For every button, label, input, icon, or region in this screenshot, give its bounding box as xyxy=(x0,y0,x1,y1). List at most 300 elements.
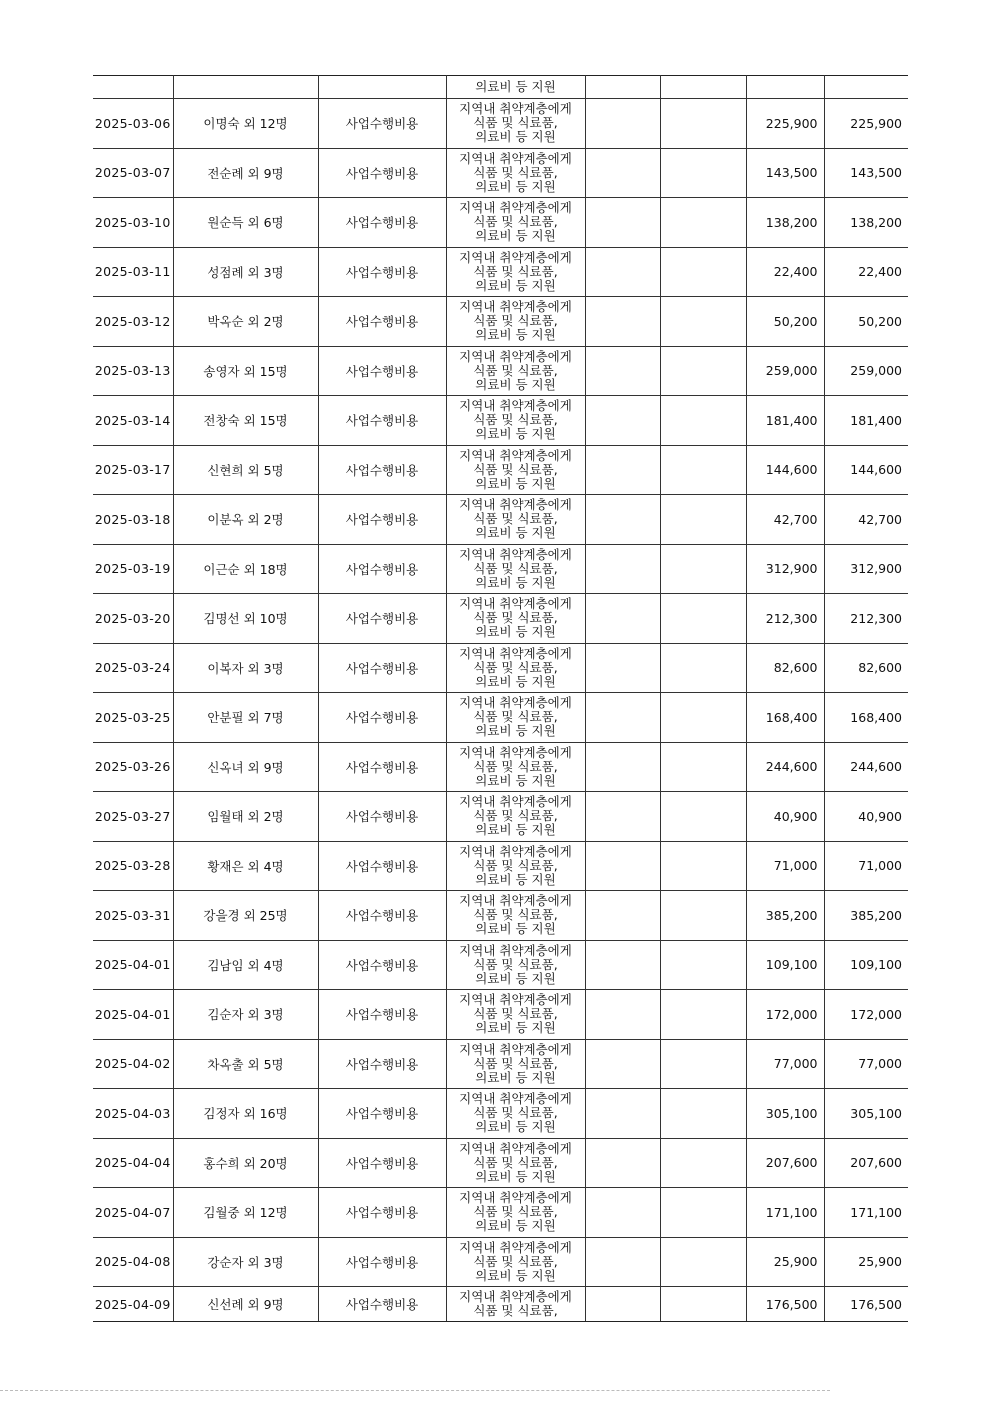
cell-amount: 77,000 xyxy=(746,1039,824,1089)
description-line: 의료비 등 지원 xyxy=(475,1267,556,1283)
cell-name: 송영자 외 15명 xyxy=(173,346,318,396)
cell-empty xyxy=(585,841,660,891)
description-line: 지역내 취약계층에게 xyxy=(459,101,572,117)
cell-name: 이분옥 외 2명 xyxy=(173,495,318,545)
cell-empty xyxy=(585,445,660,495)
cell-category: 사업수행비용 xyxy=(318,742,446,792)
cell-name: 원순득 외 6명 xyxy=(173,198,318,248)
cell-empty xyxy=(660,1138,746,1188)
cell-amount: 259,000 xyxy=(746,346,824,396)
cell-category: 사업수행비용 xyxy=(318,891,446,941)
description-line: 식품 및 식료품, xyxy=(473,461,558,477)
cell-amount-total: 176,500 xyxy=(824,1287,908,1322)
table-row xyxy=(93,643,908,693)
cell-amount xyxy=(746,76,824,99)
cell-category: 사업수행비용 xyxy=(318,99,446,149)
cell-name: 김순자 외 3명 xyxy=(173,990,318,1040)
table-row xyxy=(93,247,908,297)
table-row xyxy=(93,742,908,792)
cell-date: 2025-03-11 xyxy=(93,247,173,297)
cell-description xyxy=(446,297,585,347)
description-line: 의료비 등 지원 xyxy=(475,772,556,788)
cell-empty xyxy=(585,1039,660,1089)
cell-amount: 22,400 xyxy=(746,247,824,297)
cell-name: 황재은 외 4명 xyxy=(173,841,318,891)
cell-name: 강순자 외 3명 xyxy=(173,1237,318,1287)
cell-amount-total: 172,000 xyxy=(824,990,908,1040)
cell-name: 박옥순 외 2명 xyxy=(173,297,318,347)
cell-date: 2025-04-09 xyxy=(93,1287,173,1322)
cell-empty xyxy=(660,594,746,644)
description-line: 식품 및 식료품, xyxy=(473,808,558,824)
cell-date: 2025-03-07 xyxy=(93,148,173,198)
description-line: 식품 및 식료품, xyxy=(473,1006,558,1022)
cell-empty xyxy=(660,495,746,545)
cell-name: 성점례 외 3명 xyxy=(173,247,318,297)
description-line: 의료비 등 지원 xyxy=(475,921,556,937)
description-line: 지역내 취약계층에게 xyxy=(459,1289,572,1304)
cell-amount-total: 25,900 xyxy=(824,1237,908,1287)
table-row xyxy=(93,940,908,990)
description-line: 식품 및 식료품, xyxy=(473,560,558,576)
cell-empty xyxy=(660,396,746,446)
cell-date: 2025-04-01 xyxy=(93,940,173,990)
cell-category: 사업수행비용 xyxy=(318,792,446,842)
cell-name: 강을경 외 25명 xyxy=(173,891,318,941)
description-line: 지역내 취약계층에게 xyxy=(459,942,572,958)
cell-category: 사업수행비용 xyxy=(318,594,446,644)
cell-amount: 385,200 xyxy=(746,891,824,941)
table-row xyxy=(93,198,908,248)
cell-description xyxy=(446,1188,585,1238)
cell-date: 2025-03-14 xyxy=(93,396,173,446)
cell-category: 사업수행비용 xyxy=(318,495,446,545)
cell-category: 사업수행비용 xyxy=(318,544,446,594)
cell-amount: 207,600 xyxy=(746,1138,824,1188)
description-line: 지역내 취약계층에게 xyxy=(459,1091,572,1107)
cell-empty xyxy=(660,148,746,198)
cell-empty xyxy=(660,1089,746,1139)
description-line: 지역내 취약계층에게 xyxy=(459,1190,572,1206)
cell-date: 2025-04-08 xyxy=(93,1237,173,1287)
description-line: 지역내 취약계층에게 xyxy=(459,744,572,760)
description-line: 식품 및 식료품, xyxy=(473,1204,558,1220)
cell-description xyxy=(446,396,585,446)
description-line: 지역내 취약계층에게 xyxy=(459,645,572,661)
cell-empty xyxy=(660,99,746,149)
cell-category: 사업수행비용 xyxy=(318,841,446,891)
cell-empty xyxy=(660,643,746,693)
cell-amount-total: 138,200 xyxy=(824,198,908,248)
cell-description xyxy=(446,247,585,297)
cell-description xyxy=(446,1287,585,1322)
cell-empty xyxy=(585,742,660,792)
description-line: 지역내 취약계층에게 xyxy=(459,249,572,265)
description-line: 식품 및 식료품, xyxy=(473,214,558,230)
table-row xyxy=(93,792,908,842)
scan-artifact-line xyxy=(0,1390,830,1391)
cell-description xyxy=(446,594,585,644)
cell-date: 2025-03-26 xyxy=(93,742,173,792)
cell-category: 사업수행비용 xyxy=(318,1089,446,1139)
table-row xyxy=(93,1089,908,1139)
cell-amount-total: 171,100 xyxy=(824,1188,908,1238)
cell-description xyxy=(446,1039,585,1089)
table-row xyxy=(93,495,908,545)
description-line: 식품 및 식료품, xyxy=(473,857,558,873)
description-line: 의료비 등 지원 xyxy=(475,327,556,343)
description-line: 의료비 등 지원 xyxy=(475,1218,556,1234)
cell-category: 사업수행비용 xyxy=(318,396,446,446)
cell-empty xyxy=(660,1039,746,1089)
cell-amount: 109,100 xyxy=(746,940,824,990)
description-line: 식품 및 식료품, xyxy=(473,907,558,923)
cell-date: 2025-03-06 xyxy=(93,99,173,149)
cell-name: 김월중 외 12명 xyxy=(173,1188,318,1238)
description-line: 의료비 등 지원 xyxy=(475,574,556,590)
cell-empty xyxy=(585,148,660,198)
description-line: 식품 및 식료품, xyxy=(473,1253,558,1269)
cell-category: 사업수행비용 xyxy=(318,1188,446,1238)
table-row xyxy=(93,544,908,594)
cell-amount-total: 40,900 xyxy=(824,792,908,842)
description-line: 식품 및 식료품, xyxy=(473,313,558,329)
cell-date: 2025-03-20 xyxy=(93,594,173,644)
cell-amount: 176,500 xyxy=(746,1287,824,1322)
cell-name: 신현희 외 5명 xyxy=(173,445,318,495)
cell-description xyxy=(446,198,585,248)
cell-amount: 305,100 xyxy=(746,1089,824,1139)
cell-empty xyxy=(585,693,660,743)
cell-amount-total: 71,000 xyxy=(824,841,908,891)
cell-empty xyxy=(660,693,746,743)
description-line: 지역내 취약계층에게 xyxy=(459,348,572,364)
cell-empty xyxy=(585,76,660,99)
cell-date: 2025-03-31 xyxy=(93,891,173,941)
cell-category: 사업수행비용 xyxy=(318,1287,446,1322)
description-line: 지역내 취약계층에게 xyxy=(459,497,572,513)
cell-name: 이복자 외 3명 xyxy=(173,643,318,693)
cell-name: 임월태 외 2명 xyxy=(173,792,318,842)
cell-empty xyxy=(585,1188,660,1238)
description-line: 의료비 등 지원 xyxy=(475,178,556,194)
table-row xyxy=(93,1287,908,1322)
cell-amount-total: 225,900 xyxy=(824,99,908,149)
cell-date: 2025-03-24 xyxy=(93,643,173,693)
description-line: 의료비 등 지원 xyxy=(475,1168,556,1184)
cell-date: 2025-04-02 xyxy=(93,1039,173,1089)
cell-description: 의료비 등 지원 xyxy=(446,76,585,99)
description-line: 식품 및 식료품, xyxy=(473,956,558,972)
cell-amount-total: 144,600 xyxy=(824,445,908,495)
cell-name: 전창숙 외 15명 xyxy=(173,396,318,446)
cell-empty xyxy=(585,1089,660,1139)
table-row xyxy=(93,693,908,743)
cell-category: 사업수행비용 xyxy=(318,346,446,396)
cell-amount: 71,000 xyxy=(746,841,824,891)
table-row xyxy=(93,148,908,198)
table-row xyxy=(93,297,908,347)
description-line: 의료비 등 지원 xyxy=(475,277,556,293)
description-line: 지역내 취약계층에게 xyxy=(459,200,572,216)
cell-name: 전순례 외 9명 xyxy=(173,148,318,198)
cell-name: 신옥녀 외 9명 xyxy=(173,742,318,792)
cell-name: 이명숙 외 12명 xyxy=(173,99,318,149)
description-line: 지역내 취약계층에게 xyxy=(459,1041,572,1057)
table-row xyxy=(93,841,908,891)
cell-empty xyxy=(660,544,746,594)
cell-empty xyxy=(660,792,746,842)
cell-description xyxy=(446,1089,585,1139)
table-row xyxy=(93,1138,908,1188)
cell-date: 2025-04-04 xyxy=(93,1138,173,1188)
cell-amount: 143,500 xyxy=(746,148,824,198)
cell-name: 홍수희 외 20명 xyxy=(173,1138,318,1188)
cell-empty xyxy=(585,1287,660,1322)
cell-amount: 40,900 xyxy=(746,792,824,842)
cell-date: 2025-04-01 xyxy=(93,990,173,1040)
cell-name: 안분필 외 7명 xyxy=(173,693,318,743)
cell-empty xyxy=(660,742,746,792)
cell-description xyxy=(446,445,585,495)
table-row xyxy=(93,445,908,495)
cell-amount-total: 259,000 xyxy=(824,346,908,396)
cell-amount: 225,900 xyxy=(746,99,824,149)
table-row xyxy=(93,346,908,396)
description-line: 의료비 등 지원 xyxy=(475,871,556,887)
cell-empty xyxy=(660,76,746,99)
cell-name xyxy=(173,76,318,99)
cell-amount: 172,000 xyxy=(746,990,824,1040)
cell-category: 사업수행비용 xyxy=(318,148,446,198)
cell-name: 이근순 외 18명 xyxy=(173,544,318,594)
description-line: 식품 및 식료품, xyxy=(473,1105,558,1121)
cell-amount: 171,100 xyxy=(746,1188,824,1238)
cell-empty xyxy=(660,841,746,891)
description-line: 지역내 취약계층에게 xyxy=(459,794,572,810)
description-line: 의료비 등 지원 xyxy=(475,1020,556,1036)
cell-amount-total: 207,600 xyxy=(824,1138,908,1188)
cell-amount-total: 312,900 xyxy=(824,544,908,594)
table-row xyxy=(93,1237,908,1287)
description-line: 지역내 취약계층에게 xyxy=(459,150,572,166)
description-line: 의료비 등 지원 xyxy=(475,970,556,986)
cell-amount-total: 82,600 xyxy=(824,643,908,693)
cell-description xyxy=(446,990,585,1040)
cell-amount: 50,200 xyxy=(746,297,824,347)
cell-amount-total: 168,400 xyxy=(824,693,908,743)
cell-category: 사업수행비용 xyxy=(318,445,446,495)
description-line: 지역내 취약계층에게 xyxy=(459,1239,572,1255)
cell-date xyxy=(93,76,173,99)
description-line: 의료비 등 지원 xyxy=(475,673,556,689)
cell-category: 사업수행비용 xyxy=(318,990,446,1040)
cell-empty xyxy=(585,346,660,396)
description-line: 지역내 취약계층에게 xyxy=(459,992,572,1008)
table-row xyxy=(93,990,908,1040)
description-line: 식품 및 식료품, xyxy=(473,659,558,675)
cell-category xyxy=(318,76,446,99)
description-line: 의료비 등 지원 xyxy=(475,228,556,244)
cell-empty xyxy=(585,940,660,990)
cell-amount-total: 143,500 xyxy=(824,148,908,198)
cell-name: 김명선 외 10명 xyxy=(173,594,318,644)
expense-ledger-table xyxy=(93,75,908,1322)
cell-empty xyxy=(585,99,660,149)
cell-name: 차옥출 외 5명 xyxy=(173,1039,318,1089)
cell-empty xyxy=(585,247,660,297)
cell-date: 2025-03-12 xyxy=(93,297,173,347)
cell-description xyxy=(446,792,585,842)
description-line: 식품 및 식료품, xyxy=(473,362,558,378)
table-row xyxy=(93,891,908,941)
cell-name: 김정자 외 16명 xyxy=(173,1089,318,1139)
table-row-continued xyxy=(93,76,908,99)
cell-name: 신선례 외 9명 xyxy=(173,1287,318,1322)
cell-category: 사업수행비용 xyxy=(318,247,446,297)
cell-amount: 138,200 xyxy=(746,198,824,248)
cell-date: 2025-03-19 xyxy=(93,544,173,594)
description-line: 식품 및 식료품, xyxy=(473,1055,558,1071)
cell-empty xyxy=(660,891,746,941)
cell-empty xyxy=(660,198,746,248)
table-row xyxy=(93,396,908,446)
cell-amount: 25,900 xyxy=(746,1237,824,1287)
cell-empty xyxy=(585,1138,660,1188)
cell-category: 사업수행비용 xyxy=(318,693,446,743)
table-row xyxy=(93,1188,908,1238)
description-line: 식품 및 식료품, xyxy=(473,164,558,180)
cell-empty xyxy=(585,198,660,248)
description-line: 식품 및 식료품, xyxy=(473,758,558,774)
cell-amount: 212,300 xyxy=(746,594,824,644)
cell-description xyxy=(446,99,585,149)
description-line: 지역내 취약계층에게 xyxy=(459,1140,572,1156)
description-line: 식품 및 식료품, xyxy=(473,709,558,725)
description-line: 의료비 등 지원 xyxy=(475,1119,556,1135)
description-line: 지역내 취약계층에게 xyxy=(459,843,572,859)
cell-description xyxy=(446,148,585,198)
cell-amount-total: 50,200 xyxy=(824,297,908,347)
cell-description xyxy=(446,940,585,990)
cell-empty xyxy=(585,544,660,594)
cell-description xyxy=(446,841,585,891)
cell-empty xyxy=(585,1237,660,1287)
description-line: 지역내 취약계층에게 xyxy=(459,398,572,414)
description-line: 식품 및 식료품, xyxy=(473,1303,558,1318)
cell-amount: 181,400 xyxy=(746,396,824,446)
cell-amount: 168,400 xyxy=(746,693,824,743)
table-row xyxy=(93,99,908,149)
cell-name: 김남임 외 4명 xyxy=(173,940,318,990)
description-line: 지역내 취약계층에게 xyxy=(459,447,572,463)
cell-amount-total: 181,400 xyxy=(824,396,908,446)
cell-description xyxy=(446,742,585,792)
cell-description xyxy=(446,693,585,743)
cell-date: 2025-03-27 xyxy=(93,792,173,842)
cell-description xyxy=(446,346,585,396)
table-row xyxy=(93,1039,908,1089)
description-line: 지역내 취약계층에게 xyxy=(459,893,572,909)
cell-empty xyxy=(660,445,746,495)
cell-date: 2025-03-10 xyxy=(93,198,173,248)
cell-empty xyxy=(660,940,746,990)
cell-empty xyxy=(660,346,746,396)
cell-amount-total: 22,400 xyxy=(824,247,908,297)
cell-amount: 312,900 xyxy=(746,544,824,594)
cell-empty xyxy=(585,990,660,1040)
cell-category: 사업수행비용 xyxy=(318,297,446,347)
cell-amount-total: 77,000 xyxy=(824,1039,908,1089)
ledger-body xyxy=(93,76,908,1322)
cell-empty xyxy=(660,297,746,347)
cell-category: 사업수행비용 xyxy=(318,198,446,248)
cell-empty xyxy=(660,247,746,297)
description-line: 의료비 등 지원 xyxy=(475,525,556,541)
description-line: 의료비 등 지원 xyxy=(475,376,556,392)
description-line: 식품 및 식료품, xyxy=(473,412,558,428)
cell-category: 사업수행비용 xyxy=(318,643,446,693)
description-line: 지역내 취약계층에게 xyxy=(459,546,572,562)
cell-description xyxy=(446,643,585,693)
cell-amount: 82,600 xyxy=(746,643,824,693)
cell-empty xyxy=(660,990,746,1040)
cell-date: 2025-03-28 xyxy=(93,841,173,891)
cell-empty xyxy=(585,643,660,693)
cell-date: 2025-03-17 xyxy=(93,445,173,495)
cell-amount: 144,600 xyxy=(746,445,824,495)
cell-amount-total: 305,100 xyxy=(824,1089,908,1139)
description-line: 의료비 등 지원 xyxy=(475,475,556,491)
cell-amount-total: 212,300 xyxy=(824,594,908,644)
cell-date: 2025-03-25 xyxy=(93,693,173,743)
cell-description xyxy=(446,1138,585,1188)
cell-empty xyxy=(660,1287,746,1322)
description-line: 식품 및 식료품, xyxy=(473,511,558,527)
cell-empty xyxy=(585,594,660,644)
description-line: 의료비 등 지원 xyxy=(475,129,556,145)
cell-date: 2025-03-13 xyxy=(93,346,173,396)
cell-amount-total: 109,100 xyxy=(824,940,908,990)
cell-amount: 244,600 xyxy=(746,742,824,792)
cell-category: 사업수행비용 xyxy=(318,1237,446,1287)
cell-category: 사업수행비용 xyxy=(318,1138,446,1188)
cell-empty xyxy=(585,297,660,347)
cell-amount-total xyxy=(824,76,908,99)
cell-amount: 42,700 xyxy=(746,495,824,545)
cell-category: 사업수행비용 xyxy=(318,940,446,990)
cell-empty xyxy=(585,495,660,545)
cell-description xyxy=(446,495,585,545)
cell-empty xyxy=(585,396,660,446)
description-line: 의료비 등 지원 xyxy=(475,1069,556,1085)
cell-description xyxy=(446,891,585,941)
cell-empty xyxy=(660,1237,746,1287)
description-line: 지역내 취약계층에게 xyxy=(459,695,572,711)
cell-empty xyxy=(585,891,660,941)
description-line: 의료비 등 지원 xyxy=(475,723,556,739)
cell-date: 2025-04-03 xyxy=(93,1089,173,1139)
description-line: 식품 및 식료품, xyxy=(473,1154,558,1170)
cell-amount-total: 385,200 xyxy=(824,891,908,941)
cell-empty xyxy=(660,1188,746,1238)
description-line: 식품 및 식료품, xyxy=(473,263,558,279)
table-row xyxy=(93,594,908,644)
cell-description xyxy=(446,1237,585,1287)
cell-amount-total: 42,700 xyxy=(824,495,908,545)
description-line: 식품 및 식료품, xyxy=(473,115,558,131)
description-line: 지역내 취약계층에게 xyxy=(459,299,572,315)
